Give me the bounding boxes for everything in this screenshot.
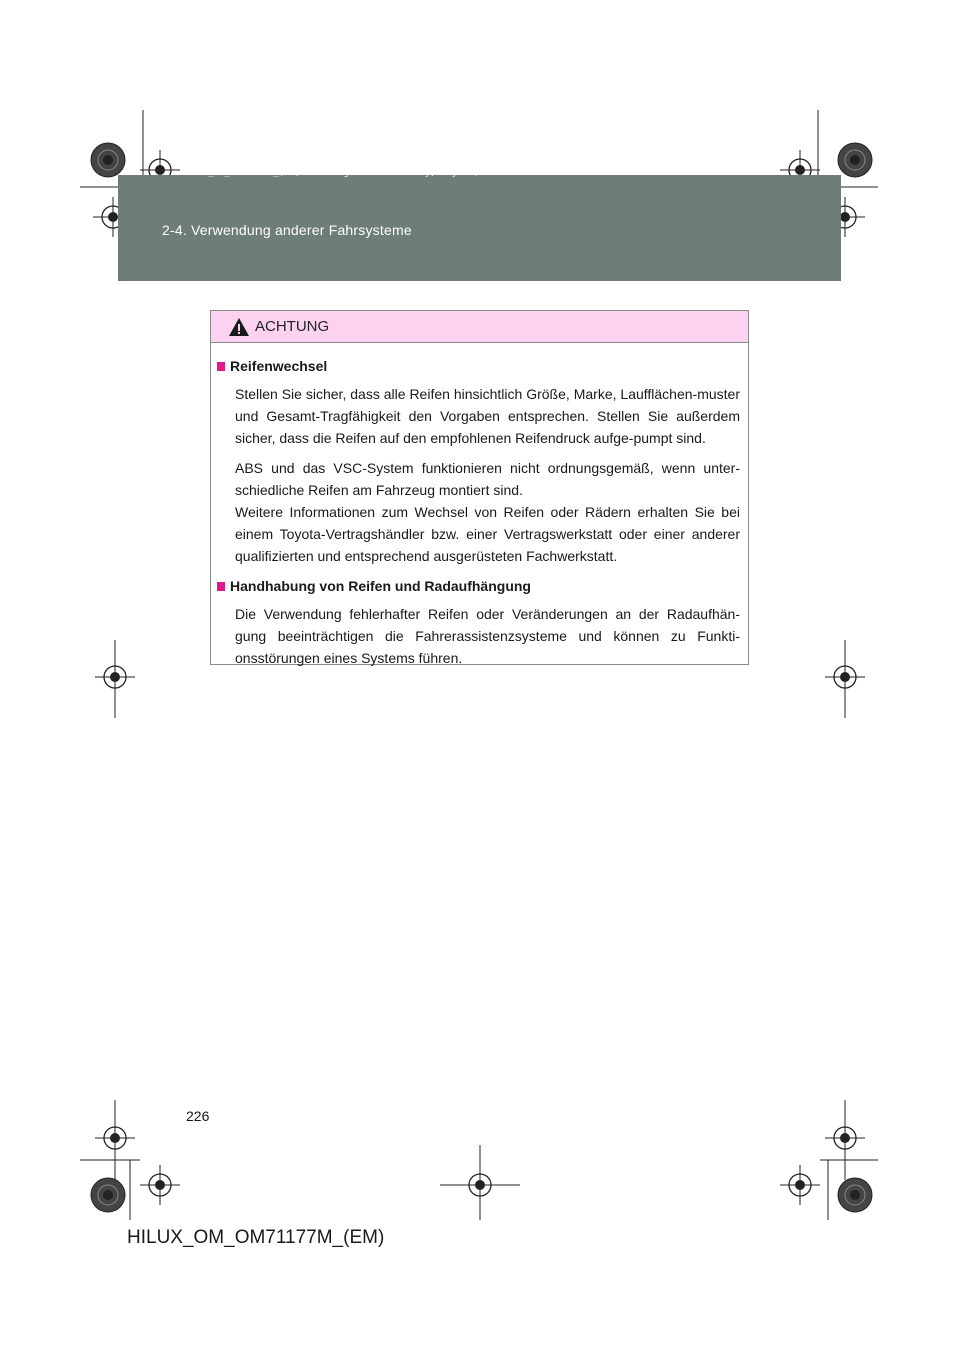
warning-box	[210, 310, 749, 665]
registration-mark-icon	[91, 143, 125, 177]
print-stamp: HILUX_OM_OM71177M_(EM).book Page 226 Wednesday, May 16, 2012 1:28 PM	[181, 168, 550, 178]
registration-mark-icon	[780, 1165, 820, 1205]
registration-mark-icon	[140, 1165, 180, 1205]
square-bullet-icon	[217, 362, 225, 371]
paragraph: ABS und das VSC-System funktionieren nicht ordnungsgemäß, wenn unter-schiedliche Reifen am Fahrzeug montiert sind.	[235, 460, 740, 498]
warning-triangle-icon	[228, 317, 250, 337]
square-bullet-icon	[217, 582, 225, 591]
topic-title: Handhabung von Reifen und Radaufhängung	[230, 578, 531, 594]
warning-body	[211, 343, 748, 669]
page-number: 226	[186, 1108, 210, 1124]
topic-heading	[217, 575, 740, 597]
paragraph: Die Verwendung fehlerhafter Reifen oder Veränderungen an der Radaufhän-gung beeinträchtigen die Fahrerassistenzsysteme und können zu Funkti-onsstörungen eines Systems führen.	[235, 606, 740, 666]
section-title: 2-4. Verwendung anderer Fahrsysteme	[162, 222, 412, 238]
warning-header	[211, 311, 748, 343]
topic-heading	[217, 355, 740, 377]
color-bar-target-icon	[838, 143, 872, 177]
paragraph: Weitere Informationen zum Wechsel von Reifen oder Rädern erhalten Sie bei einem Toyota-Vertragshändler bzw. einer Vertragswerkstatt oder einer anderer qualifizierten und entsprechend ausgerüsteten Fachwerkstatt.	[235, 504, 740, 564]
footer-document-code: HILUX_OM_OM71177M_(EM)	[127, 1227, 385, 1248]
color-bar-target-icon	[838, 1178, 872, 1212]
topic-title: Reifenwechsel	[230, 358, 328, 374]
color-bar-target-icon	[91, 1178, 125, 1212]
warning-label: ACHTUNG	[255, 318, 330, 335]
paragraph: Stellen Sie sicher, dass alle Reifen hinsichtlich Größe, Marke, Laufflächen-muster und Gesamt-Tragfähigkeit den Vorgaben entsprechen. Stellen Sie außerdem sicher, dass die Reifen auf den empfohlenen Reifendruck aufge-pumpt sind.	[235, 386, 740, 446]
